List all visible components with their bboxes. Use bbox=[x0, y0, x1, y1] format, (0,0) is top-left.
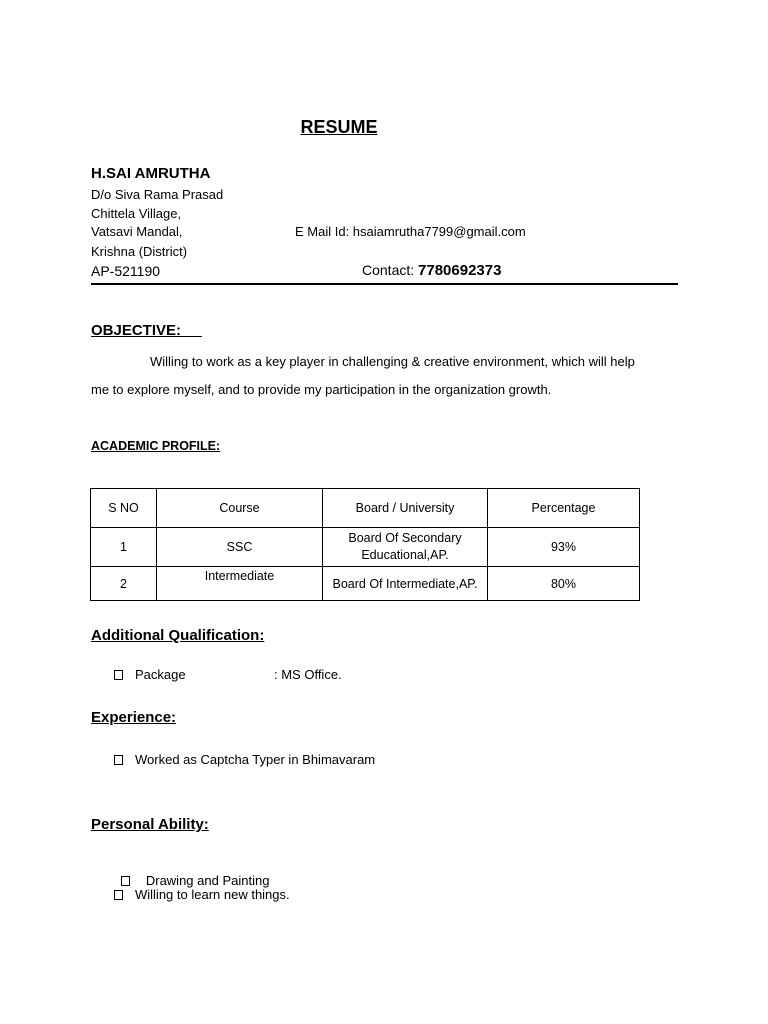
address-line: Krishna (District) bbox=[91, 244, 188, 259]
experience-heading: Experience: bbox=[91, 709, 177, 726]
bullet-icon bbox=[121, 876, 130, 886]
email-label: E Mail Id: bbox=[295, 224, 353, 239]
list-item bbox=[114, 858, 269, 888]
additional-item-label: Package bbox=[135, 667, 186, 682]
academic-table bbox=[90, 488, 640, 601]
address-line: Chittela Village, bbox=[91, 206, 182, 221]
table-header-row bbox=[91, 489, 640, 528]
bullet-icon bbox=[114, 755, 123, 765]
table-header-cell: Percentage bbox=[488, 489, 640, 528]
email-line bbox=[295, 224, 526, 239]
table-cell: 1 bbox=[91, 528, 157, 567]
objective-heading: OBJECTIVE: bbox=[91, 322, 182, 339]
personal-item: Drawing and Painting bbox=[142, 873, 270, 888]
email-value: hsaiamrutha7799@gmail.com bbox=[352, 224, 526, 239]
bullet-icon bbox=[114, 890, 123, 900]
table-header-cell: Course bbox=[157, 489, 323, 528]
bullet-icon bbox=[114, 670, 123, 680]
table-row bbox=[91, 528, 640, 567]
table-row bbox=[91, 567, 640, 601]
table-cell: 80% bbox=[488, 567, 640, 601]
address-pincode: AP-521190 bbox=[91, 263, 161, 279]
contact-label: Contact: bbox=[362, 262, 419, 278]
academic-heading: ACADEMIC PROFILE: bbox=[91, 439, 221, 453]
list-item bbox=[114, 667, 186, 682]
personal-item: Willing to learn new things. bbox=[135, 887, 290, 902]
table-cell: Board Of Intermediate,AP. bbox=[323, 567, 488, 601]
objective-line-1: Willing to work as a key player in challenging & creative environment, which will help bbox=[150, 354, 635, 369]
list-item bbox=[114, 887, 290, 902]
resume-title: RESUME bbox=[300, 117, 378, 137]
experience-item: Worked as Captcha Typer in Bhimavaram bbox=[135, 752, 376, 767]
additional-heading: Additional Qualification: bbox=[91, 627, 265, 644]
address-line: Vatsavi Mandal, bbox=[91, 224, 183, 239]
table-cell: 2 bbox=[91, 567, 157, 601]
personal-heading: Personal Ability: bbox=[91, 816, 209, 833]
table-header-cell: S NO bbox=[91, 489, 157, 528]
table-cell: SSC bbox=[157, 528, 323, 567]
table-cell: Intermediate bbox=[157, 567, 323, 601]
objective-line-2: me to explore myself, and to provide my participation in the organization growth. bbox=[91, 382, 552, 397]
address-line: D/o Siva Rama Prasad bbox=[91, 187, 224, 202]
table-header-cell: Board / University bbox=[323, 489, 488, 528]
contact-line bbox=[362, 262, 501, 279]
table-cell: Board Of Secondary Educational,AP. bbox=[323, 528, 488, 567]
additional-item-value: : MS Office. bbox=[274, 667, 342, 682]
contact-value: 7780692373 bbox=[418, 262, 502, 279]
list-item bbox=[114, 752, 375, 767]
candidate-name: H.SAI AMRUTHA bbox=[91, 165, 211, 182]
header-divider bbox=[91, 283, 678, 285]
table-cell: 93% bbox=[488, 528, 640, 567]
